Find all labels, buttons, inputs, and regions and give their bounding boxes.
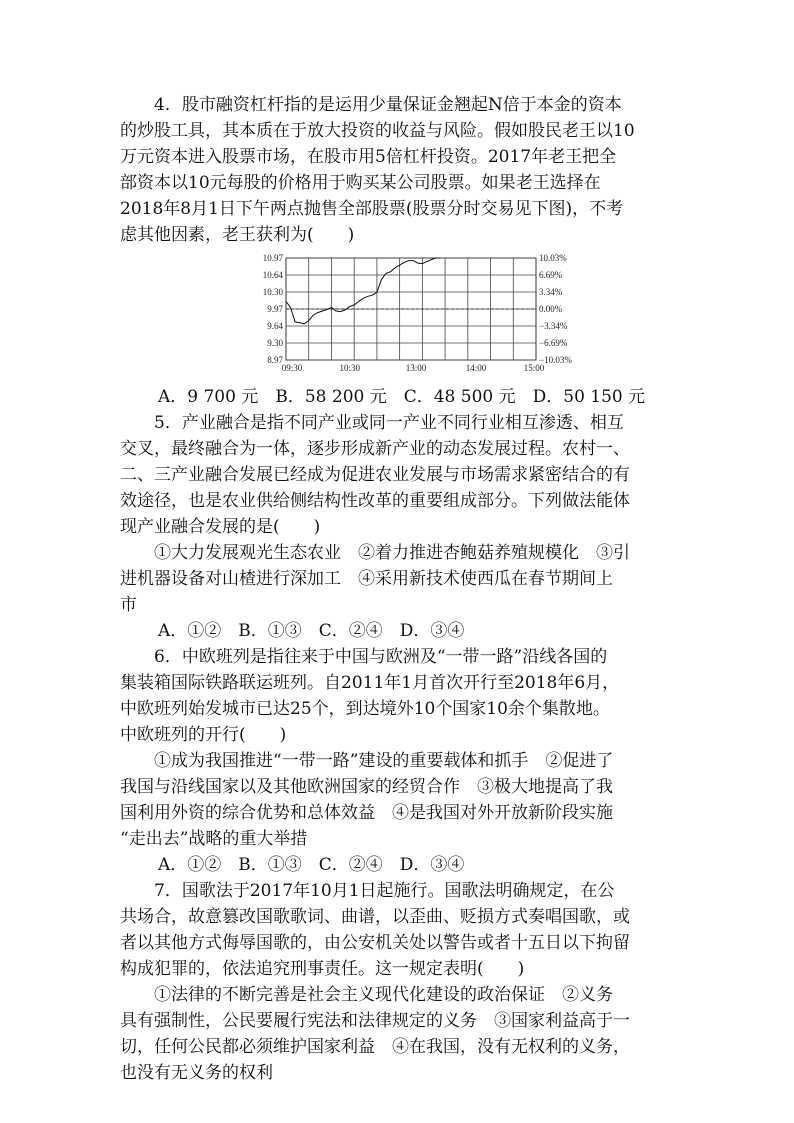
x-tick-label: 09:30 bbox=[281, 363, 303, 373]
question-5-line: 现产业融合发展的是( ) bbox=[120, 517, 321, 537]
question-5-option-line: 市 bbox=[120, 595, 137, 615]
question-5-line: 交叉，最终融合为一体，逐步形成新产业的动态发展过程。农村一、 bbox=[120, 439, 630, 459]
question-7-line: 7．国歌法于2017年10月1日起施行。国歌法明确规定，在公 bbox=[154, 881, 615, 901]
y-axis-left bbox=[263, 253, 284, 365]
question-5-choices: A．①② B．①③ C．②④ D．③④ bbox=[158, 621, 465, 641]
question-6-choices: A．①② B．①③ C．②④ D．③④ bbox=[158, 855, 465, 875]
x-tick-label: 10:30 bbox=[339, 363, 361, 373]
question-7-option-line: 具有强制性，公民要履行宪法和法律规定的义务 ③国家利益高于一 bbox=[120, 1011, 630, 1031]
question-4-line: 虑其他因素，老王获利为( ) bbox=[120, 225, 355, 245]
question-7-option-line: ①法律的不断完善是社会主义现代化建设的政治保证 ②义务 bbox=[154, 985, 613, 1005]
question-4-line: 2018年8月1日下午两点抛售全部股票(股票分时交易见下图)，不考 bbox=[120, 199, 624, 219]
y-tick-label-left: 8.97 bbox=[267, 355, 283, 365]
y-tick-label-left: 9.64 bbox=[267, 321, 283, 331]
question-7-line: 共场合，故意篡改国歌歌词、曲谱，以歪曲、贬损方式奏唱国歌，或 bbox=[120, 907, 630, 927]
question-6-line: 6．中欧班列是指往来于中国与欧洲及“一带一路”沿线各国的 bbox=[154, 647, 608, 667]
question-4-line: 4．股市融资杠杆指的是运用少量保证金翘起N倍于本金的资本 bbox=[154, 95, 622, 115]
y-tick-label-left: 9.97 bbox=[267, 304, 283, 314]
stock-chart-svg bbox=[120, 252, 676, 382]
y-tick-label-right: −6.69% bbox=[539, 338, 568, 348]
question-5-option-line: ①大力发展观光生态农业 ②着力推进杏鲍菇养殖规模化 ③引 bbox=[154, 543, 630, 563]
x-tick-label: 13:00 bbox=[405, 363, 427, 373]
question-6-line: 集装箱国际铁路联运班列。自2011年1月首次开行至2018年6月， bbox=[120, 673, 620, 693]
question-4-line: 万元资本进入股票市场，在股市用5倍杠杆投资。2017年老王把全 bbox=[120, 147, 617, 167]
question-4-line: 的炒股工具，其本质在于放大投资的收益与风险。假如股民老王以10 bbox=[120, 121, 635, 141]
question-5-line: 效途径，也是农业供给侧结构性改革的重要组成部分。下列做法能体 bbox=[120, 491, 630, 511]
question-7-line: 构成犯罪的，依法追究刑事责任。这一规定表明( ) bbox=[120, 959, 525, 979]
y-tick-label-left: 10.97 bbox=[262, 253, 283, 263]
question-6-line: 中欧班列始发城市已达25个，到达境外10个国家10余个集散地。 bbox=[120, 699, 610, 719]
y-tick-label-left: 10.30 bbox=[262, 287, 283, 297]
y-tick-label-right: 10.03% bbox=[539, 253, 567, 263]
question-5-line: 二、三产业融合发展已经成为促进农业发展与市场需求紧密结合的有 bbox=[120, 465, 630, 485]
question-6-option-line: “走出去”战略的重大举措 bbox=[120, 829, 308, 849]
exam-page bbox=[120, 92, 676, 1086]
x-tick-label: 15:00 bbox=[523, 363, 545, 373]
question-7-option-line: 切，任何公民都必须维护国家利益 ④在我国，没有无权利的义务， bbox=[120, 1037, 630, 1057]
question-6-option-line: 我国与沿线国家以及其他欧洲国家的经贸合作 ③极大地提高了我 bbox=[120, 777, 613, 797]
y-tick-label-right: 0.00% bbox=[539, 304, 563, 314]
question-6-option-line: ①成为我国推进“一带一路”建设的重要载体和抓手 ②促进了 bbox=[154, 751, 614, 771]
question-6 bbox=[120, 644, 676, 878]
price-series-line bbox=[286, 258, 441, 324]
question-4-choices: A．9 700 元 B．58 200 元 C．48 500 元 D．50 150 元 bbox=[158, 387, 646, 407]
stock-chart bbox=[120, 252, 676, 382]
question-4 bbox=[120, 92, 676, 410]
question-4-line: 部资本以10元每股的价格用于购买某公司股票。如果老王选择在 bbox=[120, 173, 601, 193]
question-6-option-line: 国利用外资的综合优势和总体效益 ④是我国对外开放新阶段实施 bbox=[120, 803, 613, 823]
y-tick-label-right: −10.03% bbox=[539, 355, 572, 365]
y-tick-label-right: 3.34% bbox=[539, 287, 563, 297]
y-tick-label-right: −3.34% bbox=[539, 321, 568, 331]
question-7 bbox=[120, 878, 676, 1086]
question-5-option-line: 进机器设备对山楂进行深加工 ④采用新技术使西瓜在春节期间上 bbox=[120, 569, 613, 589]
y-tick-label-left: 9.30 bbox=[267, 338, 283, 348]
question-6-line: 中欧班列的开行( ) bbox=[120, 725, 287, 745]
x-axis bbox=[282, 363, 545, 373]
x-tick-label: 14:00 bbox=[465, 363, 487, 373]
y-axis-right bbox=[539, 253, 572, 365]
y-tick-label-left: 10.64 bbox=[262, 270, 283, 280]
question-5-line: 5．产业融合是指不同产业或同一产业不同行业相互渗透、相互 bbox=[154, 413, 624, 433]
y-tick-label-right: 6.69% bbox=[539, 270, 563, 280]
question-7-option-line: 也没有无义务的权利 bbox=[120, 1063, 273, 1083]
question-5 bbox=[120, 410, 676, 644]
question-7-line: 者以其他方式侮辱国歌的，由公安机关处以警告或者十五日以下拘留 bbox=[120, 933, 630, 953]
